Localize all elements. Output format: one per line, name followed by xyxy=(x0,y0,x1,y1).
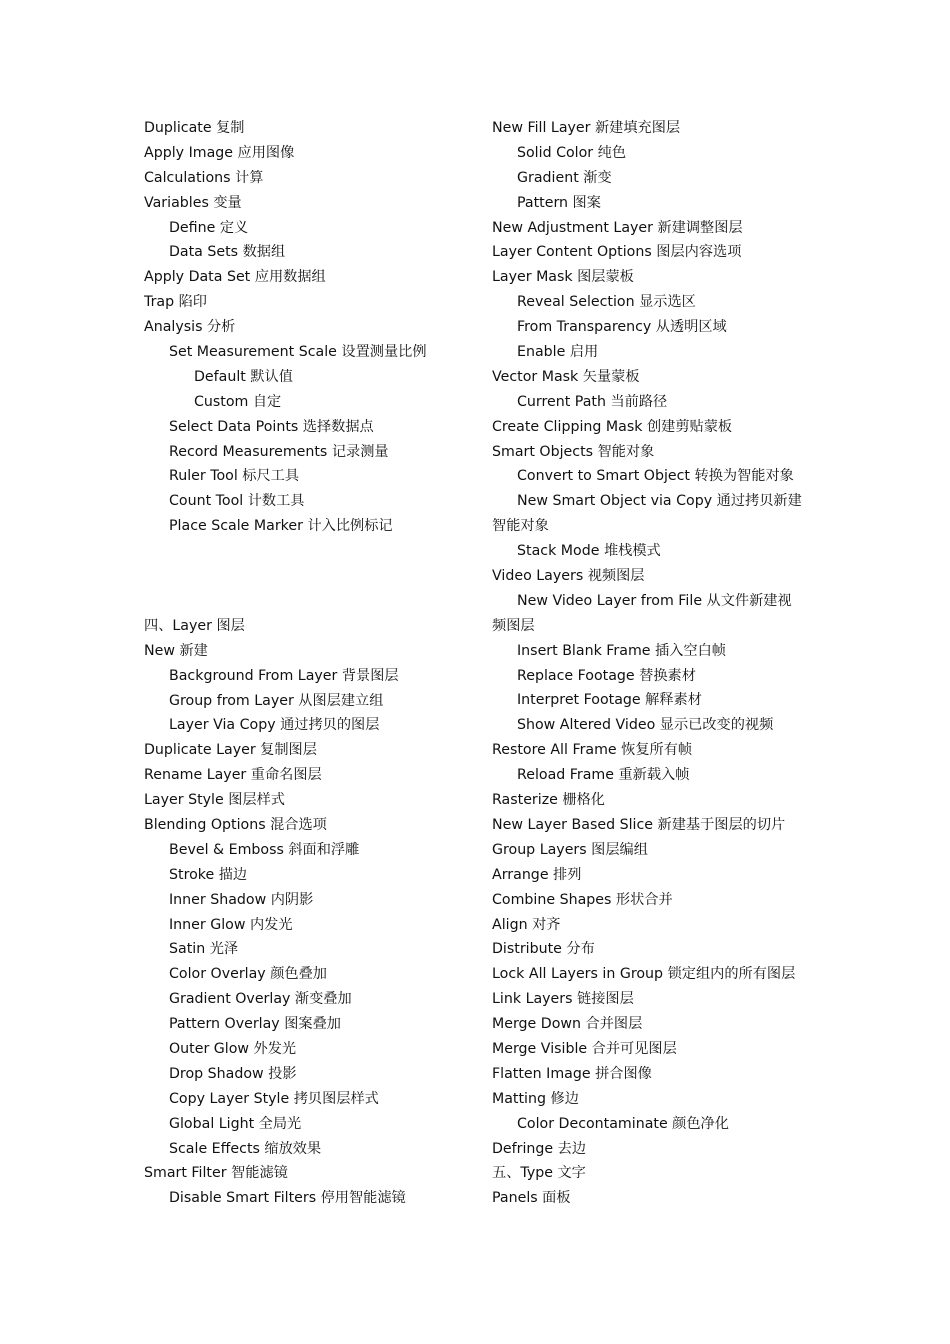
menu-entry-disable-smart-filters: Disable Smart Filters 停用智能滤镜 xyxy=(169,1190,406,1207)
menu-entry-solid-color: Solid Color 纯色 xyxy=(517,144,627,161)
menu-entry-new-smart-object-via-copy: New Smart Object via Copy 通过拷贝新建 xyxy=(517,493,802,510)
menu-entry-stack-mode: Stack Mode 堆栈模式 xyxy=(517,543,661,560)
left-column xyxy=(144,116,464,1211)
menu-entry-combine-shapes: Combine Shapes 形状合并 xyxy=(492,891,673,908)
menu-entry-insert-blank-frame: Insert Blank Frame 插入空白帧 xyxy=(517,642,726,659)
menu-entry-layer-mask: Layer Mask 图层蒙板 xyxy=(492,269,634,286)
menu-entry-lock-all-layers-in-group: Lock All Layers in Group 锁定组内的所有图层 xyxy=(492,966,796,983)
menu-entry-record-measurements: Record Measurements 记录测量 xyxy=(169,443,389,460)
menu-entry-group-layers: Group Layers 图层编组 xyxy=(492,841,648,858)
menu-entry-satin: Satin 光泽 xyxy=(169,941,239,958)
menu-entry-enable: Enable 启用 xyxy=(517,344,599,361)
menu-entry-inner-shadow: Inner Shadow 内阴影 xyxy=(169,891,314,908)
menu-entry-select-data-points: Select Data Points 选择数据点 xyxy=(169,418,374,435)
menu-entry-copy-layer-style: Copy Layer Style 拷贝图层样式 xyxy=(169,1090,379,1107)
menu-entry-rename-layer: Rename Layer 重命名图层 xyxy=(144,767,322,784)
menu-entry-color-overlay: Color Overlay 颜色叠加 xyxy=(169,966,327,983)
menu-entry-reveal-selection: Reveal Selection 显示选区 xyxy=(517,294,696,311)
menu-entry-calculations: Calculations 计算 xyxy=(144,169,264,186)
menu-entry-restore-all-frame: Restore All Frame 恢复所有帧 xyxy=(492,742,693,759)
menu-entry-duplicate: Duplicate 复制 xyxy=(144,120,245,136)
menu-entry-inner-glow: Inner Glow 内发光 xyxy=(169,916,293,933)
menu-entry-apply-data-set: Apply Data Set 应用数据组 xyxy=(144,269,326,286)
menu-entry-outer-glow: Outer Glow 外发光 xyxy=(169,1040,297,1057)
menu-entry-align: Align 对齐 xyxy=(492,916,561,933)
menu-entry-global-light: Global Light 全局光 xyxy=(169,1115,302,1132)
section-gap xyxy=(144,539,464,614)
menu-entry-smart-objects: Smart Objects 智能对象 xyxy=(492,443,655,460)
menu-entry-layer-style: Layer Style 图层样式 xyxy=(144,792,285,809)
menu-entry-apply-image: Apply Image 应用图像 xyxy=(144,144,295,161)
menu-entry-link-layers: Link Layers 链接图层 xyxy=(492,991,634,1008)
menu-entry-from-transparency: From Transparency 从透明区域 xyxy=(517,319,727,336)
menu-entry-drop-shadow: Drop Shadow 投影 xyxy=(169,1065,297,1082)
menu-entry-arrange: Arrange 排列 xyxy=(492,866,582,883)
menu-entry-gradient-overlay: Gradient Overlay 渐变叠加 xyxy=(169,991,352,1008)
menu-entry-distribute: Distribute 分布 xyxy=(492,941,595,958)
menu-entry-gradient: Gradient 渐变 xyxy=(517,169,612,186)
menu-entry-flatten-image: Flatten Image 拼合图像 xyxy=(492,1065,652,1082)
menu-entry-new: New 新建 xyxy=(144,642,208,659)
menu-entry-scale-effects: Scale Effects 缩放效果 xyxy=(169,1140,322,1157)
menu-entry-stroke: Stroke 描边 xyxy=(169,866,248,883)
menu-entry-convert-to-smart-object: Convert to Smart Object 转换为智能对象 xyxy=(517,468,794,485)
menu-entry-define: Define 定义 xyxy=(169,219,249,236)
menu-entry-pattern-overlay: Pattern Overlay 图案叠加 xyxy=(169,1016,341,1033)
menu-entry-defringe: Defringe 去边 xyxy=(492,1140,587,1157)
menu-entry-bevel-emboss: Bevel & Emboss 斜面和浮雕 xyxy=(169,841,360,858)
section-heading-layer: 四、Layer 图层 xyxy=(144,617,245,634)
menu-entry-blending-options: Blending Options 混合选项 xyxy=(144,816,327,833)
menu-entry-smart-filter: Smart Filter 智能滤镜 xyxy=(144,1165,288,1182)
menu-entry-interpret-footage: Interpret Footage 解释素材 xyxy=(517,692,702,709)
menu-entry-custom: Custom 自定 xyxy=(194,393,282,410)
menu-entry-variables: Variables 变量 xyxy=(144,194,242,211)
menu-entry-pattern: Pattern 图案 xyxy=(517,194,601,211)
menu-entry-current-path: Current Path 当前路径 xyxy=(517,393,668,410)
menu-entry-trap: Trap 陷印 xyxy=(144,294,207,311)
menu-entry-new-video-layer-from-file-continued: 频图层 xyxy=(492,617,535,634)
right-column xyxy=(492,116,822,1211)
menu-entry-new-fill-layer: New Fill Layer 新建填充图层 xyxy=(492,120,681,136)
menu-entry-layer-via-copy: Layer Via Copy 通过拷贝的图层 xyxy=(169,717,380,734)
menu-entry-create-clipping-mask: Create Clipping Mask 创建剪贴蒙板 xyxy=(492,418,733,435)
menu-entry-background-from-layer: Background From Layer 背景图层 xyxy=(169,667,399,684)
menu-entry-show-altered-video: Show Altered Video 显示已改变的视频 xyxy=(517,717,774,734)
menu-entry-default: Default 默认值 xyxy=(194,368,293,385)
menu-entry-set-measurement-scale: Set Measurement Scale 设置测量比例 xyxy=(169,344,427,361)
menu-entry-new-smart-object-via-copy-continued: 智能对象 xyxy=(492,518,549,535)
menu-entry-duplicate-layer: Duplicate Layer 复制图层 xyxy=(144,742,317,759)
menu-entry-rasterize: Rasterize 栅格化 xyxy=(492,792,605,809)
menu-entry-replace-footage: Replace Footage 替换素材 xyxy=(517,667,696,684)
menu-entry-new-layer-based-slice: New Layer Based Slice 新建基于图层的切片 xyxy=(492,816,786,833)
menu-entry-data-sets: Data Sets 数据组 xyxy=(169,244,286,261)
menu-entry-vector-mask: Vector Mask 矢量蒙板 xyxy=(492,368,640,385)
menu-entry-ruler-tool: Ruler Tool 标尺工具 xyxy=(169,468,300,485)
menu-entry-new-video-layer-from-file: New Video Layer from File 从文件新建视 xyxy=(517,592,792,609)
menu-entry-panels: Panels 面板 xyxy=(492,1190,571,1207)
menu-entry-new-adjustment-layer: New Adjustment Layer 新建调整图层 xyxy=(492,219,743,236)
menu-entry-place-scale-marker: Place Scale Marker 计入比例标记 xyxy=(169,518,393,535)
menu-entry-merge-down: Merge Down 合并图层 xyxy=(492,1016,643,1033)
menu-entry-reload-frame: Reload Frame 重新载入帧 xyxy=(517,767,690,784)
menu-entry-color-decontaminate: Color Decontaminate 颜色净化 xyxy=(517,1115,729,1132)
menu-entry-analysis: Analysis 分析 xyxy=(144,319,236,336)
menu-entry-layer-content-options: Layer Content Options 图层内容选项 xyxy=(492,244,742,261)
menu-entry-video-layers: Video Layers 视频图层 xyxy=(492,568,645,585)
menu-entry-merge-visible: Merge Visible 合并可见图层 xyxy=(492,1040,677,1057)
menu-entry-group-from-layer: Group from Layer 从图层建立组 xyxy=(169,692,384,709)
menu-entry-count-tool: Count Tool 计数工具 xyxy=(169,493,305,510)
menu-entry-matting: Matting 修边 xyxy=(492,1090,579,1107)
section-heading-type: 五、Type 文字 xyxy=(492,1165,586,1182)
